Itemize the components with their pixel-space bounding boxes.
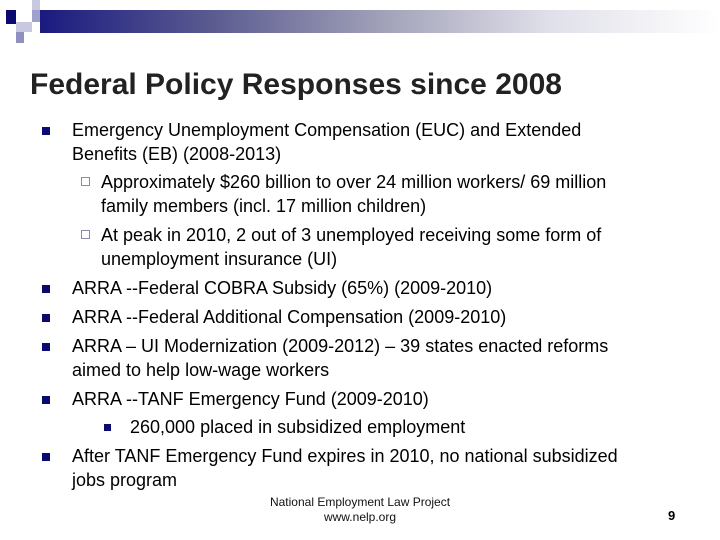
hollow-bullet-icon <box>81 230 90 239</box>
bullet-text: ARRA --Federal COBRA Subsidy (65%) (2009-2010) <box>72 278 493 298</box>
header-decor-square <box>32 10 40 22</box>
bullet-icon <box>42 127 50 135</box>
footer-org: National Employment Law Project <box>269 495 451 509</box>
bullet-icon <box>42 314 50 322</box>
bullet-icon <box>42 285 50 293</box>
header-decor-square <box>16 32 24 43</box>
sub-bullet-text: 260,000 placed in subsidized employment <box>130 417 466 437</box>
header-decor-square <box>6 10 16 24</box>
bullet-text: ARRA --Federal Additional Compensation (2009-2010) <box>72 307 507 327</box>
bullet-icon <box>42 396 50 404</box>
sub-bullet-text: At peak in 2010, 2 out of 3 unemployed receiving some form of <box>101 225 602 245</box>
header-decor-square <box>16 22 32 32</box>
bullet-text: aimed to help low-wage workers <box>72 360 330 380</box>
bullet-text: Emergency Unemployment Compensation (EUC) and Extended <box>72 120 582 140</box>
bullet-text: ARRA --TANF Emergency Fund (2009-2010) <box>72 389 429 409</box>
sub-bullet-text: family members (incl. 17 million children) <box>101 196 427 216</box>
bullet-text: Benefits (EB) (2008-2013) <box>72 144 282 164</box>
sub-bullet-icon <box>104 424 111 431</box>
header-gradient-bar <box>40 10 720 33</box>
slide-title: Federal Policy Responses since 2008 <box>30 68 562 101</box>
hollow-bullet-icon <box>81 177 90 186</box>
footer-url: www.nelp.org <box>323 510 397 524</box>
page-number: 9 <box>668 508 676 523</box>
bullet-text: jobs program <box>72 470 178 490</box>
footer <box>250 495 470 525</box>
sub-bullet-text: unemployment insurance (UI) <box>101 249 338 269</box>
sub-bullet-text: Approximately $260 billion to over 24 million workers/ 69 million <box>101 172 607 192</box>
bullet-text: After TANF Emergency Fund expires in 2010, no national subsidized <box>72 446 618 466</box>
header-decor-square <box>32 0 40 10</box>
bullet-text: ARRA – UI Modernization (2009-2012) – 39 states enacted reforms <box>72 336 609 356</box>
bullet-icon <box>42 453 50 461</box>
bullet-icon <box>42 343 50 351</box>
